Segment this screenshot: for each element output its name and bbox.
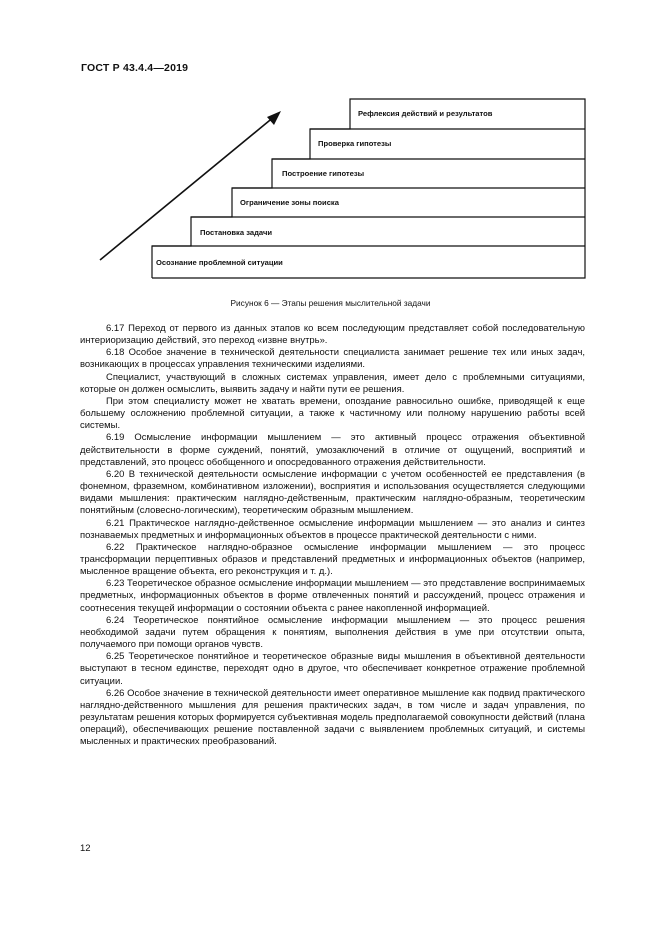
paragraph-6-19: 6.19 Осмысление информации мышлением — это активный процесс отражения объективной действительности в форме суждений, понятий, умозаключений в отличие от ощущений, восприятий и представлений, это процесс обобщенного и опосредованного отражения действительности. bbox=[80, 432, 585, 468]
step-2-label: Постановка задачи bbox=[200, 228, 273, 237]
body-text bbox=[80, 323, 585, 748]
paragraph-time: При этом специалисту может не хватать времени, опоздание равносильно ошибке, приводящей к еще большему осложнению проблемной ситуации, а также к частичному или полному нарушению работы всей системы. bbox=[80, 395, 585, 432]
document-header: ГОСТ Р 43.4.4—2019 bbox=[81, 62, 189, 74]
stages-staircase-diagram bbox=[0, 0, 661, 300]
paragraph-6-21: 6.21 Практическое наглядно-действенное осмысление информации мышлением — это анализ и синтез познаваемых предметных и информационных объектов в процессе практической деятельности с ними. bbox=[80, 517, 585, 541]
paragraph-6-20: 6.20 В технической деятельности осмысление информации с учетом особенностей ее представления (в фонемном, фраземном, комбинативном изложении), восприятия и использования осуществляется следующими видами мышления: практическим наглядно-действенным, практическим наглядно-образным, теоретическим понятийным (словесно-логическим), теоретическим образным мышлением. bbox=[80, 468, 585, 517]
paragraph-specialist: Специалист, участвующий в сложных системах управления, имеет дело с проблемными ситуациями, которые он должен осмыслить, выявить задачу и найти пути ее решения. bbox=[80, 371, 585, 395]
paragraph-6-22: 6.22 Практическое наглядно-образное осмысление информации мышлением — это процесс трансформации перцептивных образов и представлений предметных и информационных объектов (например, мысленное вращение объекта, его реконструкция и т. д.). bbox=[80, 541, 585, 578]
step-1-label: Осознание проблемной ситуации bbox=[156, 258, 283, 267]
paragraph-6-17: 6.17 Переход от первого из данных этапов ко всем последующим представляет собой последовательную интериоризацию действий, это переход «извне внутрь». bbox=[80, 323, 585, 347]
step-6-label: Рефлексия действий и результатов bbox=[358, 109, 493, 118]
paragraph-6-23: 6.23 Теоретическое образное осмысление информации мышлением — это представление воспринимаемых предметных, информационных объектов в форме отвлеченных понятий и рассуждений, процесс отражения и соотнесения текущей информации о состоянии объекта с ранее накопленной информацией. bbox=[80, 578, 585, 614]
paragraph-6-18: 6.18 Особое значение в технической деятельности специалиста занимает решение тех или иных задач, возникающих в процессах управления техническими изделиями. bbox=[80, 347, 585, 371]
paragraph-6-26: 6.26 Особое значение в технической деятельности имеет оперативное мышление как подвид практического наглядно-действенного мышления для решения практических задач, в том числе и задач управления, по результатам решения которых формируется субъективная модель предполагаемой совокупности действий (плана операций), обеспечивающих решение поставленной задачи с выявлением проблемных ситуаций, и системы мысленных и практических преобразований. bbox=[80, 687, 585, 748]
page-number: 12 bbox=[80, 843, 91, 854]
figure-caption: Рисунок 6 — Этапы решения мыслительной задачи bbox=[230, 298, 431, 308]
paragraph-6-24: 6.24 Теоретическое понятийное осмысление информации мышлением — это процесс решения необходимой задачи путем обращения к понятиям, выполнения действия в уме при отсутствии опыта, получаемого при помощи органов чувств. bbox=[80, 614, 585, 651]
step-4-label: Построение гипотезы bbox=[282, 169, 365, 178]
step-5-label: Проверка гипотезы bbox=[318, 139, 392, 148]
arrow-head-icon bbox=[267, 111, 281, 125]
step-3-label: Ограничение зоны поиска bbox=[240, 198, 339, 207]
paragraph-6-25: 6.25 Теоретическое понятийное и теоретическое образные виды мышления в объективной деятельности выступают в тесном единстве, переходят одно в другое, что обеспечивает конкретное отражение проблемной ситуации. bbox=[80, 651, 585, 687]
